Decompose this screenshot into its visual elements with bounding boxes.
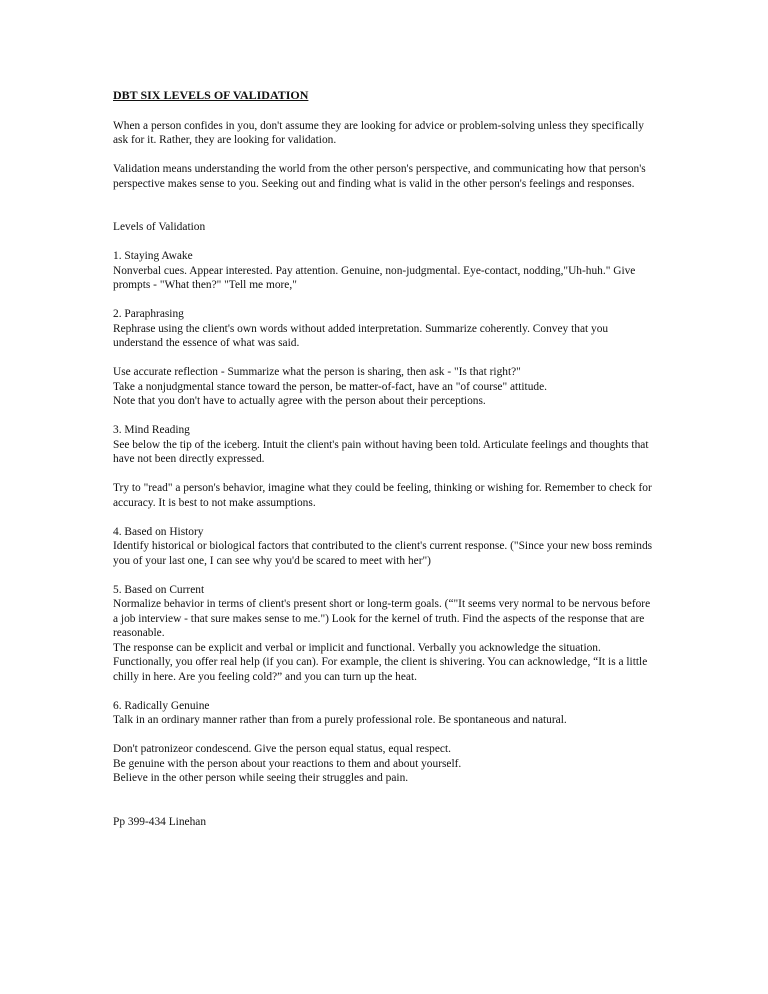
intro-paragraph: When a person confides in you, don't assume they are looking for advice or problem-solving unless they specifically ask for it. Rather, they are looking for validation. (113, 119, 644, 146)
document-page (113, 88, 658, 829)
level-text: Note that you don't have to actually agree with the person about their perceptions. (113, 395, 486, 407)
level-heading: 3. Mind Reading (113, 424, 190, 436)
level-text: Identify historical or biological factors that contributed to the client's current response. ("Since your new boss reminds you of your last one, I can see why you'd be scared to meet with her") (113, 540, 653, 567)
level-text: See below the tip of the iceberg. Intuit the client's pain without having been told. Articulate feelings and thoughts that have not been directly expressed. (113, 438, 649, 465)
level-text: Believe in the other person while seeing their struggles and pain. (113, 772, 409, 784)
level-heading: 1. Staying Awake (113, 250, 193, 262)
level-heading: 4. Based on History (113, 525, 204, 538)
citation: Pp 399-434 Linehan (113, 815, 207, 828)
level-text: Try to "read" a person's behavior, imagine what they could be feeling, thinking or wishing for. Remember to check for accuracy. It is best to not make assumptions. (113, 482, 652, 509)
intro-paragraph: Validation means understanding the world from the other person's perspective, and communicating how that person's perspective makes sense to you. Seeking out and finding what is valid in the other person's feelings and responses. (113, 163, 646, 190)
level-text: Don't patronizeor condescend. Give the person equal status, equal respect. (113, 743, 451, 755)
level-text: Be genuine with the person about your reactions to them and about yourself. (113, 757, 462, 770)
level-text: Talk in an ordinary manner rather than from a purely professional role. Be spontaneous and natural. (113, 714, 567, 726)
level-text: Rephrase using the client's own words without added interpretation. Summarize coherently. Convey that you understand the essence of what was said. (113, 322, 609, 349)
level-text: Use accurate reflection - Summarize what the person is sharing, then ask - "Is that right?" (113, 366, 521, 378)
level-heading: 5. Based on Current (113, 583, 205, 596)
level-heading: 6. Radically Genuine (113, 699, 210, 712)
level-text: The response can be explicit and verbal or implicit and functional. Verbally you acknowledge the situation. Functionally, you offer real help (if you can). For example, the client is shivering. You can acknowledge, “It is a little chilly in here. Are you feeling cold?” and you can turn up the heat. (113, 641, 648, 683)
level-text: Nonverbal cues. Appear interested. Pay attention. Genuine, non-judgmental. Eye-contact, nodding,"Uh-huh." Give prompts - "What then?" "Tell me more," (113, 264, 636, 291)
level-heading: 2. Paraphrasing (113, 308, 184, 320)
page-title: DBT SIX LEVELS OF VALIDATION (113, 88, 309, 102)
level-text: Normalize behavior in terms of client's present short or long-term goals. (“"It seems very normal to be nervous before a job interview - that sure makes sense to me.") Look for the kernel of truth. Find the aspects of the response that are reasonable. (113, 598, 651, 639)
level-text: Take a nonjudgmental stance toward the person, be matter-of-fact, have an "of course" attitude. (113, 380, 547, 393)
levels-heading: Levels of Validation (113, 221, 206, 233)
